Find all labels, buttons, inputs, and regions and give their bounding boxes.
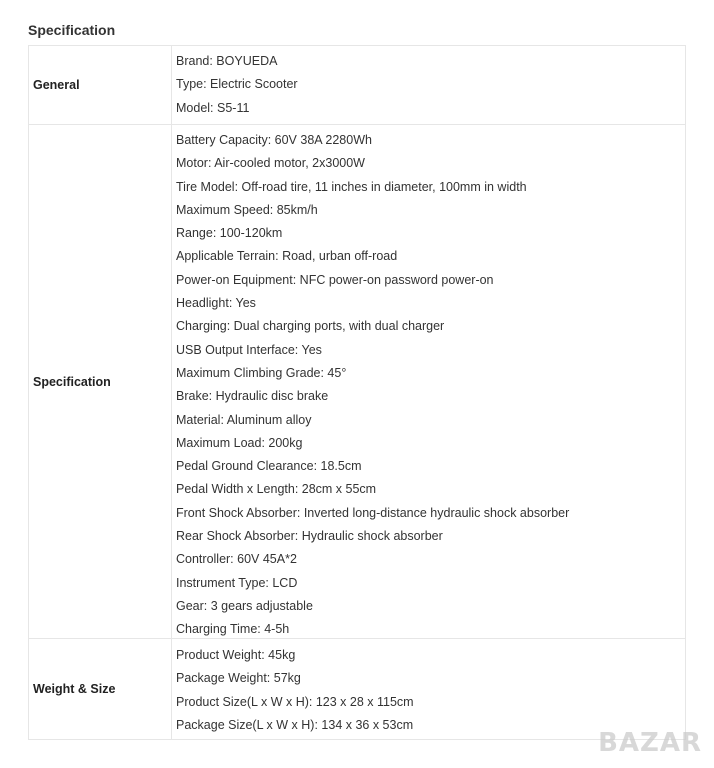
spec-value: Maximum Load: 200kg	[176, 435, 303, 450]
row-values[interactable]	[172, 125, 685, 638]
spec-value: Power-on Equipment: NFC power-on password power-on	[176, 272, 494, 287]
spec-value: Pedal Ground Clearance: 18.5cm	[176, 459, 362, 474]
spec-value: Product Weight: 45kg	[176, 648, 296, 662]
row-values	[172, 639, 685, 739]
spec-value: Package Weight: 57kg	[176, 671, 301, 686]
spec-value: Rear Shock Absorber: Hydraulic shock absorber	[176, 529, 443, 544]
spec-value: Tire Model: Off-road tire, 11 inches in diameter, 100mm in width	[176, 179, 527, 194]
spec-value: Battery Capacity: 60V 38A 2280Wh	[176, 133, 372, 147]
spec-value: Motor: Air-cooled motor, 2x3000W	[176, 156, 365, 171]
spec-value: Charging Time: 4-5h	[176, 622, 290, 637]
spec-row-weight-size	[28, 639, 686, 740]
spec-value: Maximum Speed: 85km/h	[176, 202, 318, 217]
spec-value: Model: S5-11	[176, 100, 250, 115]
spec-value: Brake: Hydraulic disc brake	[176, 389, 329, 404]
spec-value: Product Size(L x W x H): 123 x 28 x 115cm	[176, 694, 414, 709]
spec-table	[28, 45, 686, 740]
spec-value: Gear: 3 gears adjustable	[176, 598, 313, 613]
spec-value: Applicable Terrain: Road, urban off-road	[176, 249, 398, 264]
spec-value: Material: Aluminum alloy	[176, 412, 312, 427]
row-values	[172, 46, 685, 124]
spec-value: Pedal Width x Length: 28cm x 55cm	[176, 482, 377, 497]
page-title: Specification	[28, 22, 116, 38]
spec-value: Front Shock Absorber: Inverted long-distance hydraulic shock absorber	[176, 505, 570, 520]
row-label: General	[29, 46, 172, 124]
watermark-logo: BAZAR	[598, 728, 702, 758]
spec-value: Instrument Type: LCD	[176, 575, 298, 590]
row-label: Weight & Size	[29, 639, 172, 739]
spec-row-specification	[28, 125, 686, 639]
spec-value: Brand: BOYUEDA	[176, 54, 278, 68]
spec-value: Headlight: Yes	[176, 296, 256, 311]
spec-value: Package Size(L x W x H): 134 x 36 x 53cm	[176, 717, 414, 732]
spec-value: Maximum Climbing Grade: 45°	[176, 365, 347, 380]
spec-value: Controller: 60V 45A*2	[176, 552, 297, 567]
spec-row-general	[28, 46, 686, 125]
row-label: Specification	[29, 125, 172, 638]
spec-value: Charging: Dual charging ports, with dual charger	[176, 319, 445, 334]
spec-value: Range: 100-120km	[176, 226, 283, 241]
spec-value: USB Output Interface: Yes	[176, 342, 322, 357]
spec-value: Type: Electric Scooter	[176, 77, 298, 92]
